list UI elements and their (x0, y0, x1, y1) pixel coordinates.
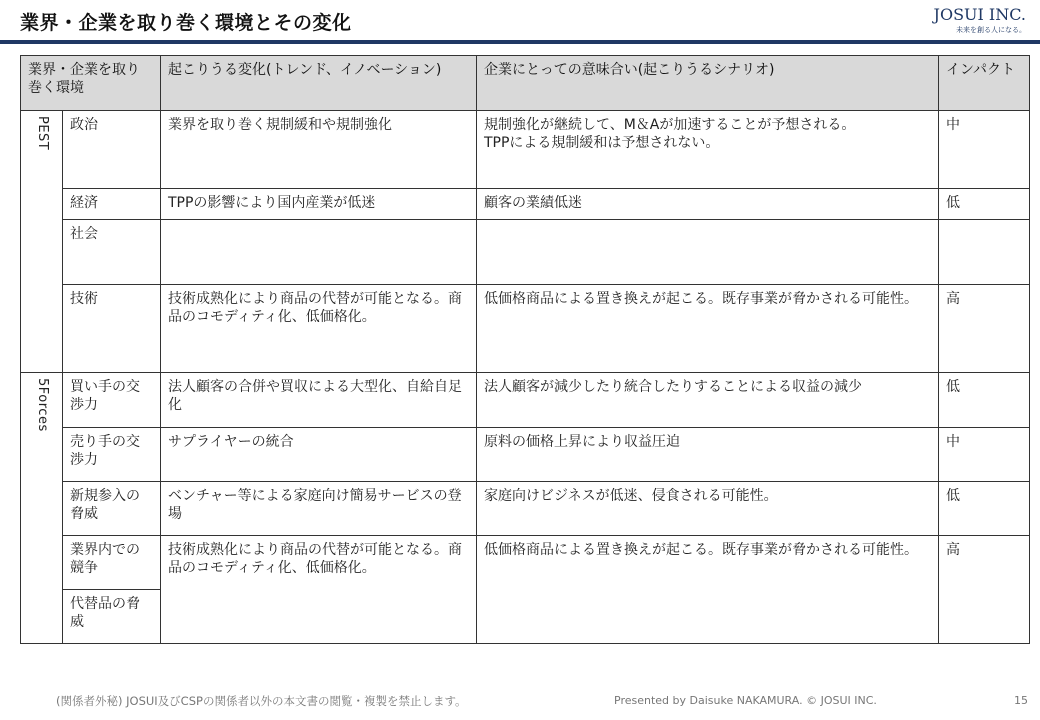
meaning-cell: 顧客の業績低迷 (477, 189, 939, 220)
factor-cell: 新規参入の脅威 (63, 482, 161, 536)
factor-cell: 技術 (63, 285, 161, 373)
title-divider (0, 40, 1040, 44)
column-header-meaning: 企業にとっての意味合い(起こりうるシナリオ) (477, 56, 939, 111)
change-cell: 法人顧客の合併や買収による大型化、自給自足化 (161, 373, 477, 428)
group-label-pest (21, 111, 63, 373)
table-row (21, 482, 1030, 536)
impact-cell: 低 (939, 482, 1030, 536)
change-cell: 業界を取り巻く規制緩和や規制強化 (161, 111, 477, 189)
table-row (21, 373, 1030, 428)
impact-cell: 中 (939, 111, 1030, 189)
page-title: 業界・企業を取り巻く環境とその変化 (20, 12, 352, 34)
logo-tagline: 未来を創る人になる。 (956, 26, 1026, 34)
column-header-change: 起こりうる変化(トレンド、イノベーション) (161, 56, 477, 111)
factor-cell: 経済 (63, 189, 161, 220)
change-cell: TPPの影響により国内産業が低迷 (161, 189, 477, 220)
meaning-cell (477, 220, 939, 285)
factor-cell: 売り手の交渉力 (63, 428, 161, 482)
change-cell: 技術成熟化により商品の代替が可能となる。商品のコモディティ化、低価格化。 (161, 285, 477, 373)
group-label-text: 5Forces (34, 378, 50, 432)
group-label-text: PEST (34, 116, 50, 151)
impact-cell: 低 (939, 189, 1030, 220)
change-cell: 技術成熟化により商品の代替が可能となる。商品のコモディティ化、低価格化。 (161, 536, 477, 644)
impact-cell (939, 220, 1030, 285)
page-number: 15 (1014, 694, 1028, 707)
environment-table (20, 55, 1030, 644)
change-cell: ベンチャー等による家庭向け簡易サービスの登場 (161, 482, 477, 536)
table-row (21, 536, 1030, 590)
meaning-cell: 家庭向けビジネスが低迷、侵食される可能性。 (477, 482, 939, 536)
table-row (21, 220, 1030, 285)
impact-cell: 高 (939, 285, 1030, 373)
table-row (21, 189, 1030, 220)
change-cell (161, 220, 477, 285)
meaning-cell: 原料の価格上昇により収益圧迫 (477, 428, 939, 482)
factor-cell: 業界内での競争 (63, 536, 161, 590)
meaning-cell: 法人顧客が減少したり統合したりすることによる収益の減少 (477, 373, 939, 428)
impact-cell: 中 (939, 428, 1030, 482)
presenter-credit: Presented by Daisuke NAKAMURA. © JOSUI INC. (614, 694, 877, 707)
table-header-row (21, 56, 1030, 111)
factor-cell: 社会 (63, 220, 161, 285)
meaning-cell: 低価格商品による置き換えが起こる。既存事業が脅かされる可能性。 (477, 285, 939, 373)
table-row (21, 285, 1030, 373)
table-row (21, 111, 1030, 189)
column-header-environment: 業界・企業を取り巻く環境 (21, 56, 161, 111)
column-header-impact: インパクト (939, 56, 1030, 111)
company-logo (934, 5, 1026, 35)
factor-cell: 政治 (63, 111, 161, 189)
logo-name: JOSUI INC. (933, 5, 1026, 24)
factor-cell: 買い手の交渉力 (63, 373, 161, 428)
impact-cell: 高 (939, 536, 1030, 644)
change-cell: サプライヤーの統合 (161, 428, 477, 482)
meaning-cell: 規制強化が継続して、M＆Aが加速することが予想される。 TPPによる規制緩和は予想されない。 (477, 111, 939, 189)
group-label-5forces (21, 373, 63, 644)
table-row (21, 428, 1030, 482)
factor-cell: 代替品の脅威 (63, 590, 161, 644)
confidentiality-note: (関係者外秘) JOSUI及びCSPの関係者以外の本文書の閲覧・複製を禁止します。 (56, 694, 467, 708)
impact-cell: 低 (939, 373, 1030, 428)
meaning-cell: 低価格商品による置き換えが起こる。既存事業が脅かされる可能性。 (477, 536, 939, 644)
